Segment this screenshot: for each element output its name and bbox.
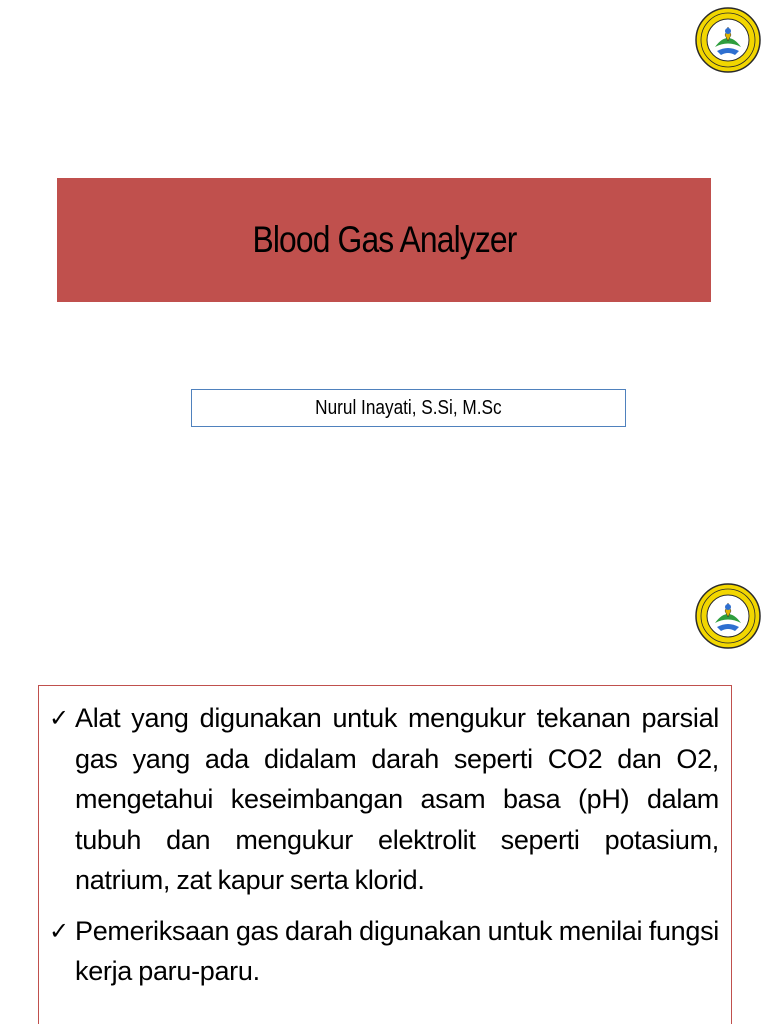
title-band bbox=[57, 178, 711, 302]
slide-title-text: Blood Gas Analyzer bbox=[252, 219, 516, 260]
institution-seal-icon bbox=[695, 7, 761, 73]
list-item bbox=[49, 911, 721, 992]
institution-seal-icon bbox=[695, 583, 761, 649]
checkmark-icon: ✓ bbox=[49, 704, 70, 732]
bullet-text: Pemeriksaan gas darah digunakan untuk menilai fungsi kerja paru-paru. bbox=[75, 915, 719, 986]
author-name: Nurul Inayati, S.Si, M.Sc bbox=[315, 396, 502, 419]
content-box bbox=[38, 685, 732, 1024]
bullet-text: Alat yang digunakan untuk mengukur tekanan parsial gas yang ada didalam darah seperti CO2 dan O2, mengetahui keseimbangan asam basa (pH) dalam tubuh dan mengukur elektrolit seperti potasium, natrium, zat kapur serta klorid. bbox=[75, 703, 719, 895]
checkmark-icon: ✓ bbox=[49, 916, 70, 945]
list-item bbox=[49, 698, 721, 901]
author-box bbox=[191, 389, 626, 427]
slide-definition bbox=[0, 566, 768, 1024]
